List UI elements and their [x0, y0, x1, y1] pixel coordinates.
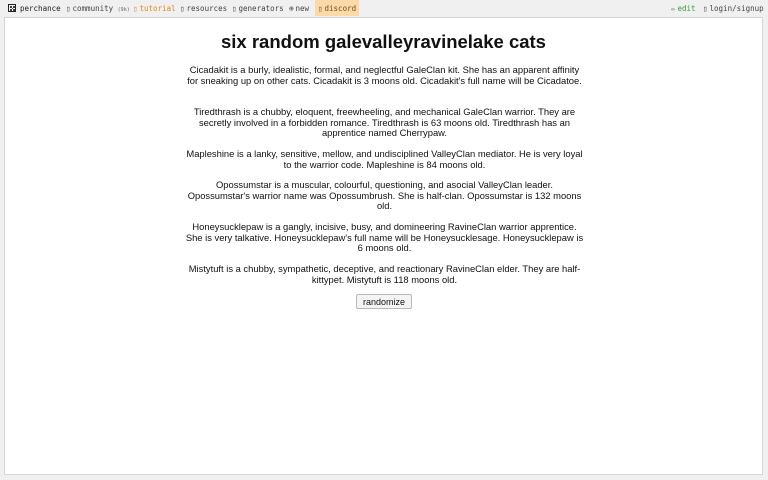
nav-new-label: new — [295, 4, 310, 13]
cat-description-4: Opossumstar is a muscular, colourful, questioning, and asocial ValleyClan leader. Opossumstar's warrior name was Opossumbrush. She is half-clan. Opossumstar is 132 moons old. — [187, 179, 582, 212]
pencil-icon: ✏ — [671, 4, 676, 13]
cat-description-6: Mistytuft is a chubby, sympathetic, deceptive, and reactionary RavineClan elder. They are half-kittypet. Mistytuft is 118 moons old. — [188, 263, 581, 285]
nav-tutorial-label: tutorial — [139, 4, 176, 13]
nav-generators-label: generators — [238, 4, 284, 13]
plus-circle-icon: ⊕ — [289, 4, 294, 13]
nav-discord-label: discord — [324, 4, 357, 13]
nav-community-link[interactable] — [66, 0, 130, 16]
user-icon: ▯ — [703, 4, 708, 13]
nav-tutorial-link[interactable] — [133, 0, 176, 16]
edit-label: edit — [677, 4, 696, 13]
grid-icon: ▯ — [232, 4, 237, 13]
discord-icon: ▯ — [318, 4, 323, 13]
randomize-button[interactable]: randomize — [356, 294, 412, 309]
edit-link[interactable] — [671, 0, 696, 16]
community-count: (9k) — [117, 7, 130, 13]
nav-resources-label: resources — [186, 4, 228, 13]
generator-output-panel — [4, 17, 763, 475]
nav-generators-link[interactable] — [232, 0, 284, 16]
dice-icon — [8, 4, 16, 12]
nav-home-label: perchance — [20, 4, 61, 13]
people-icon: ▯ — [66, 4, 71, 13]
cat-description-3: Mapleshine is a lanky, sensitive, mellow, and undisciplined ValleyClan mediator. He is very loyal to the warrior code. Mapleshine is 84 moons old. — [186, 148, 583, 170]
nav-resources-link[interactable] — [180, 0, 227, 16]
nav-home-link[interactable] — [8, 0, 61, 16]
cat-description-1: Cicadakit is a burly, idealistic, formal, and neglectful GaleClan kit. She has an apparent affinity for sneaking up on other cats. Cicadakit is 3 moons old. Cicadakit's full name will be Cicadatoe. — [187, 64, 582, 86]
folder-icon: ▯ — [180, 4, 185, 13]
top-nav-bar — [0, 0, 768, 16]
nav-community-label: community — [72, 4, 114, 13]
nav-new-link[interactable] — [289, 0, 309, 16]
login-signup-link[interactable] — [703, 0, 764, 16]
cat-description-2: Tiredthrash is a chubby, eloquent, freewheeling, and mechanical GaleClan warrior. They are secretly involved in a forbidden romance. Tiredthrash is 63 moons old. Tiredthrash has an apprentice named Cherrypaw. — [193, 106, 576, 139]
nav-discord-link[interactable] — [315, 0, 359, 16]
login-signup-label: login/signup — [709, 4, 764, 13]
cat-description-5: Honeysucklepaw is a gangly, incisive, busy, and domineering RavineClan warrior apprentice. She is very talkative. Honeysucklepaw's full name will be Honeysucklesage. Honeysucklepaw is 6 moons old. — [185, 221, 584, 254]
book-icon: ▯ — [133, 4, 138, 13]
page-title: six random galevalleyravinelake cats — [221, 31, 546, 52]
